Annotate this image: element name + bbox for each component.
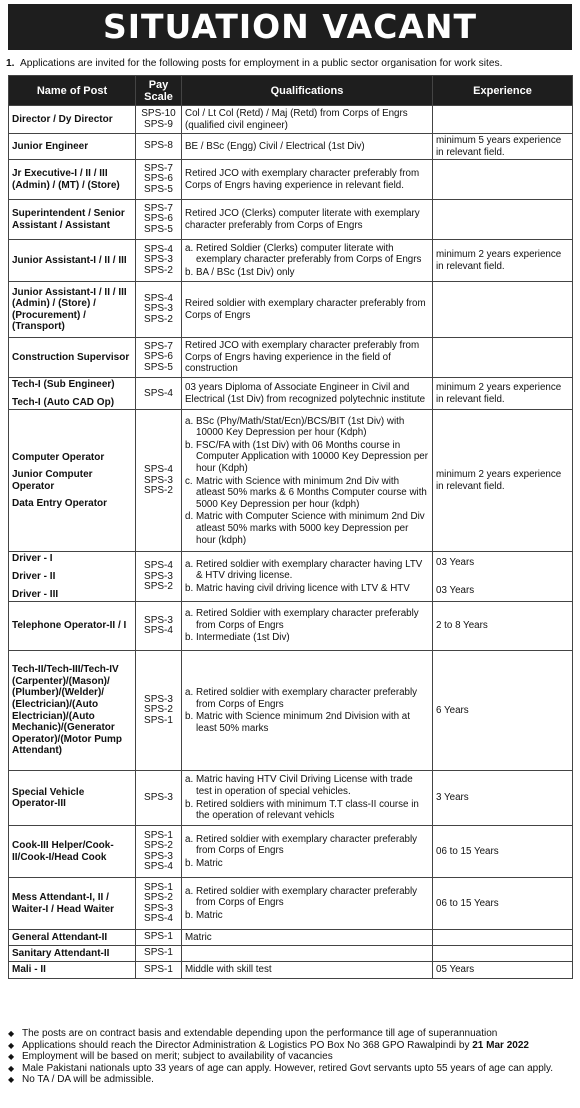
experience-cell xyxy=(433,651,573,771)
pay-scale: SPS-6 xyxy=(144,351,173,363)
qualification-text: Retired JCO with exemplary character preferably from Corps of Engrs having experience in relevant field. xyxy=(185,168,420,191)
post-name: Cook-III Helper/Cook-II/Cook-I/Head Cook xyxy=(12,840,114,863)
qualification-cell xyxy=(182,378,433,410)
intro-text: Applications are invited for the following posts for employment in a public sector organisation for work sites. xyxy=(20,58,503,69)
post-name-cell xyxy=(9,651,136,771)
experience-text: minimum 5 years experience in relevant field. xyxy=(436,135,562,158)
header-pay: Pay Scale xyxy=(136,76,182,106)
qualification-cell xyxy=(182,602,433,651)
note-text-body: No TA / DA will be admissible. xyxy=(22,1074,154,1086)
qualification-cell xyxy=(182,160,433,200)
qualification-item xyxy=(185,511,429,546)
qualification-item xyxy=(185,910,429,922)
qualification-label: b. xyxy=(185,857,194,869)
pay-scale: SPS-10 xyxy=(141,108,176,120)
qualification-text: Matric having HTV Civil Driving License with trade test in operation of special vehicles. xyxy=(196,774,413,798)
table-row xyxy=(9,282,573,338)
pay-scale: SPS-6 xyxy=(144,173,173,185)
note-item xyxy=(8,1040,574,1052)
qualification-label: a. xyxy=(185,774,194,786)
qualification-label: a. xyxy=(185,686,194,698)
pay-scale: SPS-6 xyxy=(144,213,173,225)
note-item xyxy=(8,1051,574,1063)
note-text-body: Applications should reach the Director Administration & Logistics PO Box No 368 GPO Rawalpindi by xyxy=(22,1039,473,1051)
pay-scale: SPS-1 xyxy=(144,963,173,975)
qualification-text: Matric with Science with minimum 2nd Div with atleast 50% marks & 6 Months Computer course with 5000 Key Depression per hour (kdph) xyxy=(196,475,427,510)
post-name: Junior Assistant-I / II / III (Admin) / (Store) / (Procurement) / (Transport) xyxy=(12,286,127,333)
qualification-text: Matric having civil driving licence with LTV & HTV xyxy=(196,583,410,595)
pay-scale-cell xyxy=(136,282,182,338)
note-text xyxy=(22,1028,497,1040)
experience-cell xyxy=(433,378,573,410)
qualification-cell xyxy=(182,552,433,602)
diamond-bullet-icon: ◆ xyxy=(8,1040,15,1050)
table-row xyxy=(9,160,573,200)
experience-cell xyxy=(433,878,573,930)
post-name: Director / Dy Director xyxy=(12,113,113,125)
table-row xyxy=(9,651,573,771)
pay-scale-cell xyxy=(136,946,182,962)
experience-cell xyxy=(433,200,573,240)
post-name: Driver - III xyxy=(12,588,59,600)
experience-cell xyxy=(433,771,573,826)
qualification-text: Intermediate (1st Div) xyxy=(196,632,290,644)
experience-cell xyxy=(433,160,573,200)
post-name: Tech-I (Sub Engineer) xyxy=(12,379,115,391)
qualification-text: BA / BSc (1st Div) only xyxy=(196,266,295,278)
qualification-item xyxy=(185,168,429,191)
qualification-item xyxy=(185,964,429,976)
pay-scale: SPS-3 xyxy=(144,254,173,266)
qualification-item xyxy=(185,340,429,375)
page-title: SITUATION VACANT xyxy=(8,4,572,50)
qualification-text: Matric with Science minimum 2nd Division with at least 50% marks xyxy=(196,711,410,734)
pay-scale: SPS-2 xyxy=(144,840,173,852)
header-post: Name of Post xyxy=(9,76,136,106)
qualification-cell xyxy=(182,282,433,338)
qualification-text: Retired soldier with exemplary character preferably from Corps of Engrs xyxy=(196,885,418,909)
post-name-cell xyxy=(9,552,136,602)
post-name: General Attendant-II xyxy=(12,931,108,943)
qualification-item xyxy=(185,416,429,439)
qualification-label: c. xyxy=(185,475,193,487)
qualification-item xyxy=(185,243,429,266)
post-name: Tech-I (Auto CAD Op) xyxy=(12,396,115,408)
qualification-label: a. xyxy=(185,558,194,570)
post-name: Junior Engineer xyxy=(12,140,89,152)
experience-cell xyxy=(433,930,573,946)
qualification-text: Retired Soldier with exemplary character preferably from Corps of Engrs xyxy=(196,608,419,631)
table-row xyxy=(9,410,573,552)
qualification-cell xyxy=(182,651,433,771)
pay-scale: SPS-2 xyxy=(144,264,173,276)
qualification-text: Matric xyxy=(196,857,223,869)
table-row xyxy=(9,200,573,240)
post-name: Driver - II xyxy=(12,570,56,582)
pay-scale: SPS-9 xyxy=(144,118,173,130)
post-name-cell xyxy=(9,946,136,962)
qualification-item xyxy=(185,799,429,822)
pay-scale: SPS-5 xyxy=(144,361,173,373)
pay-scale: SPS-7 xyxy=(144,203,173,215)
pay-scale: SPS-7 xyxy=(144,163,173,175)
experience-text: 03 Years xyxy=(436,584,475,596)
pay-scale: SPS-3 xyxy=(144,902,173,914)
post-name-cell xyxy=(9,200,136,240)
pay-scale: SPS-4 xyxy=(144,387,173,399)
qualification-text: Retired JCO (Clerks) computer literate with exemplary character preferably from Corps of Engrs xyxy=(185,208,420,231)
pay-scale: SPS-8 xyxy=(144,140,173,152)
qualification-label: b. xyxy=(185,909,194,921)
table-row xyxy=(9,552,573,602)
pay-scale: SPS-1 xyxy=(144,881,173,893)
table-row xyxy=(9,930,573,946)
qualification-item xyxy=(185,208,429,231)
pay-scale-cell xyxy=(136,160,182,200)
qualification-cell xyxy=(182,878,433,930)
note-item xyxy=(8,1074,574,1086)
qualification-label: b. xyxy=(185,439,194,451)
post-name: Driver - I xyxy=(12,553,53,565)
qualification-cell xyxy=(182,962,433,979)
pay-scale-cell xyxy=(136,134,182,160)
post-name: Junior Computer Operator xyxy=(12,469,93,492)
post-name: Data Entry Operator xyxy=(12,498,108,510)
qualification-item xyxy=(185,559,429,582)
qualification-text: BSc (Phy/Math/Stat/Ecn)/BCS/BIT (1st Div) with 10000 Key Depression per hour (Kdph) xyxy=(196,415,405,439)
note-text-body: Male Pakistani nationals upto 33 years of age can apply. However, retired Govt servants upto 55 years of age can apply. xyxy=(22,1062,554,1074)
pay-scale: SPS-4 xyxy=(144,560,173,572)
table-row xyxy=(9,378,573,410)
pay-scale-cell xyxy=(136,651,182,771)
experience-text: 06 to 15 Years xyxy=(436,897,499,909)
qualification-cell xyxy=(182,338,433,378)
qualification-text: Retired soldier with exemplary character having LTV & HTV driving license. xyxy=(196,558,423,582)
pay-scale-cell xyxy=(136,878,182,930)
qualification-item xyxy=(185,632,429,644)
pay-scale: SPS-4 xyxy=(144,913,173,925)
pay-scale: SPS-4 xyxy=(144,293,173,305)
post-name: Mess Attendant-I, II / Waiter-I / Head Waiter xyxy=(12,892,115,915)
qualification-item xyxy=(185,932,429,944)
qualification-label: b. xyxy=(185,711,194,723)
diamond-bullet-icon: ◆ xyxy=(8,1063,15,1073)
qualification-item xyxy=(185,583,429,595)
qualification-text: Col / Lt Col (Retd) / Maj (Retd) from Corps of Engrs (qualified civil engineer) xyxy=(185,107,408,131)
post-name-cell xyxy=(9,826,136,878)
experience-cell xyxy=(433,962,573,979)
posts-table-body xyxy=(9,106,573,979)
qualification-cell xyxy=(182,946,433,962)
pay-scale-cell xyxy=(136,826,182,878)
qualification-label: b. xyxy=(185,632,194,644)
experience-cell xyxy=(433,134,573,160)
pay-scale: SPS-2 xyxy=(144,580,173,592)
post-name-cell xyxy=(9,134,136,160)
pay-scale: SPS-3 xyxy=(144,694,173,706)
qualification-label: a. xyxy=(185,415,194,427)
post-name-cell xyxy=(9,106,136,134)
qualification-item xyxy=(185,382,429,405)
qualification-text: Retired Soldier (Clerks) computer literate with exemplary character preferably from Corps of Engrs xyxy=(196,242,422,266)
pay-scale: SPS-5 xyxy=(144,183,173,195)
post-name-cell xyxy=(9,410,136,552)
pay-scale-cell xyxy=(136,200,182,240)
post-name-cell xyxy=(9,160,136,200)
qualification-cell xyxy=(182,410,433,552)
post-name-cell xyxy=(9,962,136,979)
post-name: Sanitary Attendant-II xyxy=(12,947,110,959)
experience-text: 05 Years xyxy=(436,964,475,976)
qualification-item xyxy=(185,834,429,857)
note-text-body: The posts are on contract basis and extendable depending upon the performance till age of superannuation xyxy=(22,1028,498,1039)
qualification-cell xyxy=(182,240,433,282)
post-name: Construction Supervisor xyxy=(12,351,130,363)
pay-scale: SPS-4 xyxy=(144,464,173,476)
table-header-row xyxy=(9,76,573,106)
experience-cell xyxy=(433,552,573,602)
qualification-item xyxy=(185,440,429,475)
qualification-label: b. xyxy=(185,583,194,595)
qualification-label: a. xyxy=(185,833,194,845)
note-text xyxy=(22,1063,553,1075)
qualification-label: a. xyxy=(185,242,194,254)
experience-cell xyxy=(433,826,573,878)
pay-scale: SPS-4 xyxy=(144,861,173,873)
qualification-cell xyxy=(182,134,433,160)
experience-cell xyxy=(433,338,573,378)
post-name: Computer Operator xyxy=(12,451,105,463)
header-experience: Experience xyxy=(433,76,573,106)
intro-number: 1. xyxy=(6,58,15,69)
post-name-cell xyxy=(9,930,136,946)
table-row xyxy=(9,106,573,134)
post-name-cell xyxy=(9,282,136,338)
pay-scale: SPS-3 xyxy=(144,570,173,582)
pay-scale: SPS-2 xyxy=(144,704,173,716)
qualification-text: Middle with skill test xyxy=(185,964,272,976)
qualification-cell xyxy=(182,771,433,826)
qualification-label: b. xyxy=(185,266,194,278)
experience-cell xyxy=(433,602,573,651)
qualification-text: Matric xyxy=(196,909,223,921)
qualification-text: 03 years Diploma of Associate Engineer in Civil and Electrical (1st Div) from recognized polytechnic institute xyxy=(185,382,426,405)
post-name: Telephone Operator-II / I xyxy=(12,620,127,632)
qualification-item xyxy=(185,858,429,870)
pay-scale: SPS-3 xyxy=(144,791,173,803)
qualification-item xyxy=(185,687,429,710)
pay-scale: SPS-2 xyxy=(144,892,173,904)
pay-scale-cell xyxy=(136,338,182,378)
pay-scale: SPS-1 xyxy=(144,829,173,841)
table-row xyxy=(9,878,573,930)
table-row xyxy=(9,946,573,962)
pay-scale-cell xyxy=(136,602,182,651)
post-name-cell xyxy=(9,878,136,930)
qualification-item xyxy=(185,711,429,734)
notes-list xyxy=(8,1028,574,1086)
experience-text: 03 Years xyxy=(436,557,475,569)
pay-scale-cell xyxy=(136,962,182,979)
post-name-cell xyxy=(9,378,136,410)
pay-scale: SPS-1 xyxy=(144,931,173,943)
qualification-text: Matric with Computer Science with minimum 2nd Div atleast 50% marks with 5000 key Depression per hour (kdph) xyxy=(196,511,425,546)
experience-text: minimum 2 years experience in relevant field. xyxy=(436,469,562,492)
qualification-item xyxy=(185,108,429,131)
post-name: Jr Executive-I / II / III (Admin) / (MT) / (Store) xyxy=(12,168,120,191)
diamond-bullet-icon: ◆ xyxy=(8,1052,15,1062)
note-text-body: Employment will be based on merit; subject to availability of vacancies xyxy=(22,1051,333,1063)
table-row xyxy=(9,338,573,378)
table-row xyxy=(9,240,573,282)
pay-scale-cell xyxy=(136,106,182,134)
post-name: Superintendent / Senior Assistant / Assistant xyxy=(12,208,125,231)
diamond-bullet-icon: ◆ xyxy=(8,1029,15,1038)
qualification-cell xyxy=(182,106,433,134)
qualification-text: Retired soldier with exemplary character preferably from Corps of Engrs xyxy=(196,833,418,857)
pay-scale: SPS-4 xyxy=(144,244,173,256)
pay-scale: SPS-4 xyxy=(144,625,173,637)
pay-scale-cell xyxy=(136,378,182,410)
qualification-item xyxy=(185,141,429,153)
experience-text: 06 to 15 Years xyxy=(436,845,499,857)
table-row xyxy=(9,134,573,160)
table-row xyxy=(9,962,573,979)
experience-cell xyxy=(433,282,573,338)
experience-text: 6 Years xyxy=(436,704,469,716)
table-row xyxy=(9,771,573,826)
pay-scale-cell xyxy=(136,240,182,282)
pay-scale: SPS-3 xyxy=(144,303,173,315)
pay-scale: SPS-5 xyxy=(144,223,173,235)
note-text xyxy=(22,1040,529,1052)
post-name: Tech-II/Tech-III/Tech-IV (Carpenter)/(Mason)/ (Plumber)/(Welder)/ (Electrician)/(Auto Electrician)/(Auto Mechanic)/(Generator Operator)/(Motor Pump Attendant) xyxy=(12,664,122,757)
post-name: Mali - II xyxy=(12,964,46,976)
qualification-item xyxy=(185,267,429,279)
post-name-cell xyxy=(9,338,136,378)
post-name: Junior Assistant-I / II / III xyxy=(12,254,127,266)
experience-cell xyxy=(433,410,573,552)
pay-scale: SPS-1 xyxy=(144,947,173,959)
post-name: Special Vehicle Operator-III xyxy=(12,786,85,810)
note-text xyxy=(22,1051,333,1063)
pay-scale-cell xyxy=(136,771,182,826)
qualification-text: Matric xyxy=(185,931,212,943)
post-name-cell xyxy=(9,240,136,282)
qualification-text: FSC/FA with (1st Div) with 06 Months course in Computer Application with 10000 Key Depression per hour (Kdph) xyxy=(196,439,428,474)
qualification-cell xyxy=(182,826,433,878)
qualification-item xyxy=(185,298,429,321)
qualification-label: a. xyxy=(185,885,194,897)
pay-scale: SPS-1 xyxy=(144,714,173,726)
qualification-cell xyxy=(182,200,433,240)
note-deadline-date: 21 Mar 2022 xyxy=(472,1039,529,1051)
qualification-cell xyxy=(182,930,433,946)
note-text xyxy=(22,1074,154,1086)
pay-scale: SPS-3 xyxy=(144,850,173,862)
qualification-item xyxy=(185,476,429,511)
qualification-text: BE / BSc (Engg) Civil / Electrical (1st Div) xyxy=(185,140,365,152)
qualification-item xyxy=(185,886,429,909)
pay-scale-cell xyxy=(136,552,182,602)
pay-scale: SPS-2 xyxy=(144,485,173,497)
qualification-text: Reired soldier with exemplary character preferably from Corps of Engrs xyxy=(185,298,426,321)
experience-cell xyxy=(433,240,573,282)
pay-scale-cell xyxy=(136,410,182,552)
post-name-cell xyxy=(9,771,136,826)
post-name-cell xyxy=(9,602,136,651)
qualification-label: b. xyxy=(185,798,194,810)
pay-scale: SPS-3 xyxy=(144,474,173,486)
qualification-label: a. xyxy=(185,608,194,620)
qualification-text: Retired soldiers with minimum T.T class-II course in the operation of relevant vehicls xyxy=(196,798,419,822)
experience-text: 3 Years xyxy=(436,792,469,804)
experience-cell xyxy=(433,106,573,134)
experience-text: minimum 2 years experience in relevant field. xyxy=(436,249,562,272)
pay-scale: SPS-7 xyxy=(144,341,173,353)
experience-text: 2 to 8 Years xyxy=(436,620,488,632)
experience-cell xyxy=(433,946,573,962)
table-row xyxy=(9,826,573,878)
qualification-label: d. xyxy=(185,511,194,523)
note-item xyxy=(8,1063,574,1075)
note-item xyxy=(8,1028,574,1040)
pay-scale: SPS-3 xyxy=(144,614,173,626)
diamond-bullet-icon: ◆ xyxy=(8,1075,15,1085)
qualification-item xyxy=(185,774,429,797)
experience-text: minimum 2 years experience in relevant field. xyxy=(436,382,562,405)
qualification-text: Retired soldier with exemplary character preferably from Corps of Engrs xyxy=(196,686,418,710)
header-qualifications: Qualifications xyxy=(182,76,433,106)
qualification-text: Retired JCO with exemplary character preferably from Corps of Engrs having experience in the field of construction xyxy=(185,340,420,375)
table-row xyxy=(9,602,573,651)
pay-scale: SPS-2 xyxy=(144,313,173,325)
intro-line xyxy=(6,57,576,70)
posts-table xyxy=(8,75,573,979)
qualification-item xyxy=(185,608,429,631)
pay-scale-cell xyxy=(136,930,182,946)
